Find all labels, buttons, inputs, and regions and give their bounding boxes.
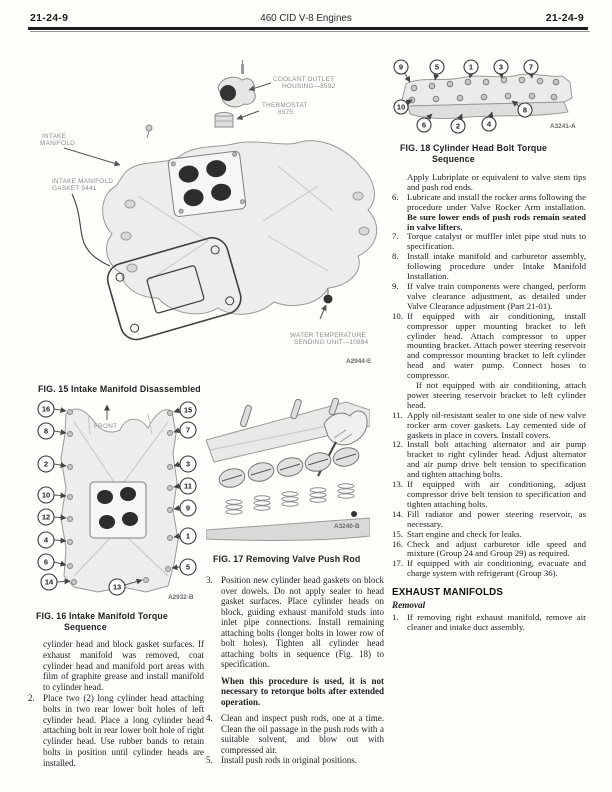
svg-text:3: 3 <box>498 62 504 72</box>
label-thermostat: THERMOSTAT <box>262 102 308 109</box>
fig17-push-rod-illustration <box>206 398 370 544</box>
svg-text:14: 14 <box>44 577 54 587</box>
step-5: 5. Install push rods in original positions. <box>206 755 357 765</box>
middle-column-text <box>206 575 384 766</box>
fig17-caption: FIG. 17 Removing Valve Push Rod <box>213 554 361 564</box>
right-column-text <box>392 173 586 633</box>
svg-text:7: 7 <box>185 425 191 435</box>
header-rule-thin <box>30 31 590 32</box>
fig18-caption: FIG. 18 Cylinder Head Bolt Torque <box>400 143 548 153</box>
fig18-head-bolt-torque-illustration <box>392 56 584 136</box>
svg-text:16: 16 <box>41 404 51 414</box>
svg-text:8: 8 <box>522 105 528 115</box>
step-16: 16. Check and adjust carburetor idle speed and mixture (Group 24 and Group 29) as required. <box>392 538 586 559</box>
svg-text:10: 10 <box>41 490 51 500</box>
svg-text:15: 15 <box>183 405 193 415</box>
svg-text:SENDING UNIT—10884: SENDING UNIT—10884 <box>294 339 369 346</box>
svg-text:7: 7 <box>528 62 534 72</box>
svg-text:9: 9 <box>398 62 404 72</box>
label-intake-manifold: INTAKE <box>42 133 67 140</box>
svg-text:2: 2 <box>455 121 461 131</box>
subsection-removal: Removal <box>392 600 426 611</box>
step-17: 17. If equipped with air conditioning, evacuate and charge system with refrigerant (Group 36). <box>392 558 586 579</box>
paragraph-continuation: cylinder head and block gasket surfaces. If exhaust manifold was removed, coat cylinder head and manifold port areas with film of graphite grease and install manifold to cylinder head. <box>43 639 204 693</box>
label-coolant-outlet: COOLANT OUTLET <box>273 76 335 83</box>
svg-text:2: 2 <box>43 459 49 469</box>
step-11: 11. Apply oil-resistant sealer to one side of new valve rocker arm cover gaskets. Lay cemented side of gaskets in place in covers. Install covers. <box>392 409 586 440</box>
coolant-outlet-housing-part <box>218 60 255 107</box>
fig17-code: A3240-B <box>334 523 360 530</box>
step-3: 3. Position new cylinder head gaskets on block over dowels. Do not apply sealer to head gasket surfaces. Place cylinder heads on block, guiding exhaust manifold studs into inlet pipe connections. Install remaining attaching bolts (longer bolts in lower row of bolt holes). Tighten all cylinder head attaching bolts in sequence (Fig. 18) to specification. <box>206 575 384 669</box>
page-number-left: 21-24-9 <box>30 12 69 24</box>
svg-text:GASKET 9441: GASKET 9441 <box>52 185 97 192</box>
figure-15 <box>28 36 386 395</box>
svg-text:5: 5 <box>185 562 191 572</box>
svg-text:8575: 8575 <box>278 109 294 116</box>
svg-text:HOUSING—8592: HOUSING—8592 <box>282 83 336 90</box>
svg-text:12: 12 <box>41 512 51 522</box>
step-13: 13. If equipped with air conditioning, adjust compressor drive belt tension to specification and tighten attaching bolts. <box>392 479 586 509</box>
step-15: 15. Start engine and check for leaks. <box>392 528 522 539</box>
step-12: 12. Install bolt attaching alternator and air pump bracket to right cylinder head. Adjust alternator and air pump drive belt tension to specification and tighten attaching bolts. <box>392 439 586 480</box>
step-9: 9. If valve train components were changed, perform valve clearance adjustment, as detailed under Valve Clearance adjustment (Part 21-01). <box>392 280 586 311</box>
fig18-code: A3241-A <box>550 123 576 130</box>
svg-text:1: 1 <box>468 62 474 72</box>
label-gasket: INTAKE MANIFOLD <box>52 178 114 185</box>
fig15-caption: FIG. 15 Intake Manifold Disassembled <box>38 384 201 394</box>
step-4: 4. Clean and inspect push rods, one at a time. Clean the oil passage in the push rods with a suitable solvent, and blow out with compressed air. <box>206 713 384 755</box>
svg-text:4: 4 <box>486 119 492 129</box>
page-title: 460 CID V-8 Engines <box>260 13 352 24</box>
svg-text:10: 10 <box>396 102 406 112</box>
label-sender: WATER TEMPERATURE <box>290 332 367 339</box>
intro-paragraph: Apply Lubriplate or equivalent to valve stem tips and push rod ends. <box>407 172 586 192</box>
svg-text:8: 8 <box>43 426 49 436</box>
fig16-caption: FIG. 16 Intake Manifold Torque <box>36 611 168 621</box>
svg-text:5: 5 <box>434 62 440 72</box>
step-2: 2. Place two (2) long cylinder head attaching bolts in two rear lower bolt holes of left cylinder head. Place a long cylinder head attaching bolt in rear lower bolt hole of right cylinder head. Use rubber bands to retain bolts in position until cylinder heads are installed. <box>28 692 204 768</box>
svg-text:MANIFOLD: MANIFOLD <box>40 140 76 147</box>
left-column-text <box>28 639 204 769</box>
svg-text:3: 3 <box>185 459 191 469</box>
step-6: 6. Lubricate and install the rocker arms following the procedure under Valve Rocker Arm installation. Be sure lower ends of push rods remain seated in valve lifters. <box>392 191 586 232</box>
bold-note: When this procedure is used, it is not necessary to retorque bolts after extended operation. <box>221 675 384 707</box>
removal-step-1: 1. If removing right exhaust manifold, remove air cleaner and intake duct assembly. <box>392 611 586 632</box>
fig15-intake-manifold-illustration <box>28 36 386 376</box>
svg-text:4: 4 <box>43 535 49 545</box>
header-rule-thick <box>28 27 588 30</box>
step-10-continuation: If not equipped with air conditioning, attach power steering reservoir bracket to left cylinder head. <box>407 380 586 410</box>
fig15-code: A2944-E <box>346 358 372 365</box>
fig16-torque-sequence-illustration <box>28 390 208 602</box>
svg-text:6: 6 <box>421 120 427 130</box>
svg-text:11: 11 <box>184 481 192 491</box>
step-10: 10. If equipped with air conditioning, install compressor upper mounting bracket to left cylinder head. Attach compressor to upper mounting bracket. Attach power steering reservoir and compressor mounting bracket to left cylinder head and water pump. Connect hoses to compressor. <box>392 310 586 381</box>
svg-text:13: 13 <box>112 582 122 592</box>
svg-text:9: 9 <box>185 503 191 513</box>
front-label: FRONT <box>94 423 118 430</box>
thermostat-part <box>215 113 233 128</box>
svg-text:6: 6 <box>43 557 49 567</box>
step-14: 14. Fill radiator and power steering reservoir, as necessary. <box>392 508 586 529</box>
fig16-code: A2932-B <box>168 594 194 601</box>
step-7: 7. Torque catalyst or muffler inlet pipe stud nuts to specification. <box>392 231 586 252</box>
svg-text:1: 1 <box>185 531 191 541</box>
figure-17-column <box>206 398 386 766</box>
step-8: 8. Install intake manifold and carburetor assembly, following procedure under Intake Manifold Installation. <box>392 251 586 282</box>
section-heading-exhaust-manifolds: EXHAUST MANIFOLDS <box>392 587 504 599</box>
figure-16: FRONT 16 8 2 10 12 4 6 14 15 7 3 11 9 1 5 13 A2932-B FIG. 16 Intake Manifold Torque Sequence cylinder head and block gasket surfaces. If exhaust manifold was removed, coat cylinder head and manifold port areas with film of graphite grease and install manifold to cylinder head. 2. Place two (2) long cylinder head attaching bolts in two rear lower bolt holes of left cylinder head. Place a long cylinder head attaching bolt in rear lower bolt hole of right cylinder head. Use rubber bands to retain bolts in position until cylinder heads are installed. <box>28 390 208 769</box>
right-column: 9 5 1 3 7 10 8 6 2 4 A3241-A FIG. 18 Cylinder Head Bolt Torque Sequence Apply Lubriplate or equivalent to valve stem tips and push rod ends. 6. Lubricate and install the rocker arms following the procedure under Valve Rocker Arm installation. Be sure lower ends of push rods remain seated in valve lifters. 7. Torque catalyst or muffler inlet pipe stud nuts to specification. 8. Install intake manifold and carburetor assembly, following procedure under Intake Manifold Installation. 9. If valve train components were changed, perform valve clearance adjustment, as detailed under Valve Clearance adjustment (Part 21-01). 10. If equipped with air conditioning, install compressor upper mounting bracket to left cylinder head. Attach compressor to upper mounting bracket. Attach power steering reservoir and compressor mounting bracket to left cylinder head and water pump. Connect hoses to compressor. If not equipped with air conditioning, attach power steering reservoir bracket to left cylinder head. 11. Apply oil-resistant sealer to one side of new valve rocker arm cover gaskets. Lay cemented side of gaskets in place in covers. Install covers. 12. Install bolt attaching alternator and air pump bracket to right cylinder head. Adjust alternator and air pump drive belt tension to specification and tighten attaching bolts. 13. If equipped with air conditioning, adjust compressor drive belt tension to specification and tighten attaching bolts. 14. Fill radiator and power steering reservoir, as necessary. 15. Start engine and check for leaks. 16. Check and adjust carburetor idle speed and mixture (Group 24 and Group 29) as required. 17. If equipped with air conditioning, evacuate and charge system with refrigerant (Group 36). EXHAUST MANIFOLDS Removal 1. If removing right exhaust manifold, remove air cleaner and intake duct assembly. <box>392 56 586 633</box>
page-number-right: 21-24-9 <box>545 12 584 24</box>
